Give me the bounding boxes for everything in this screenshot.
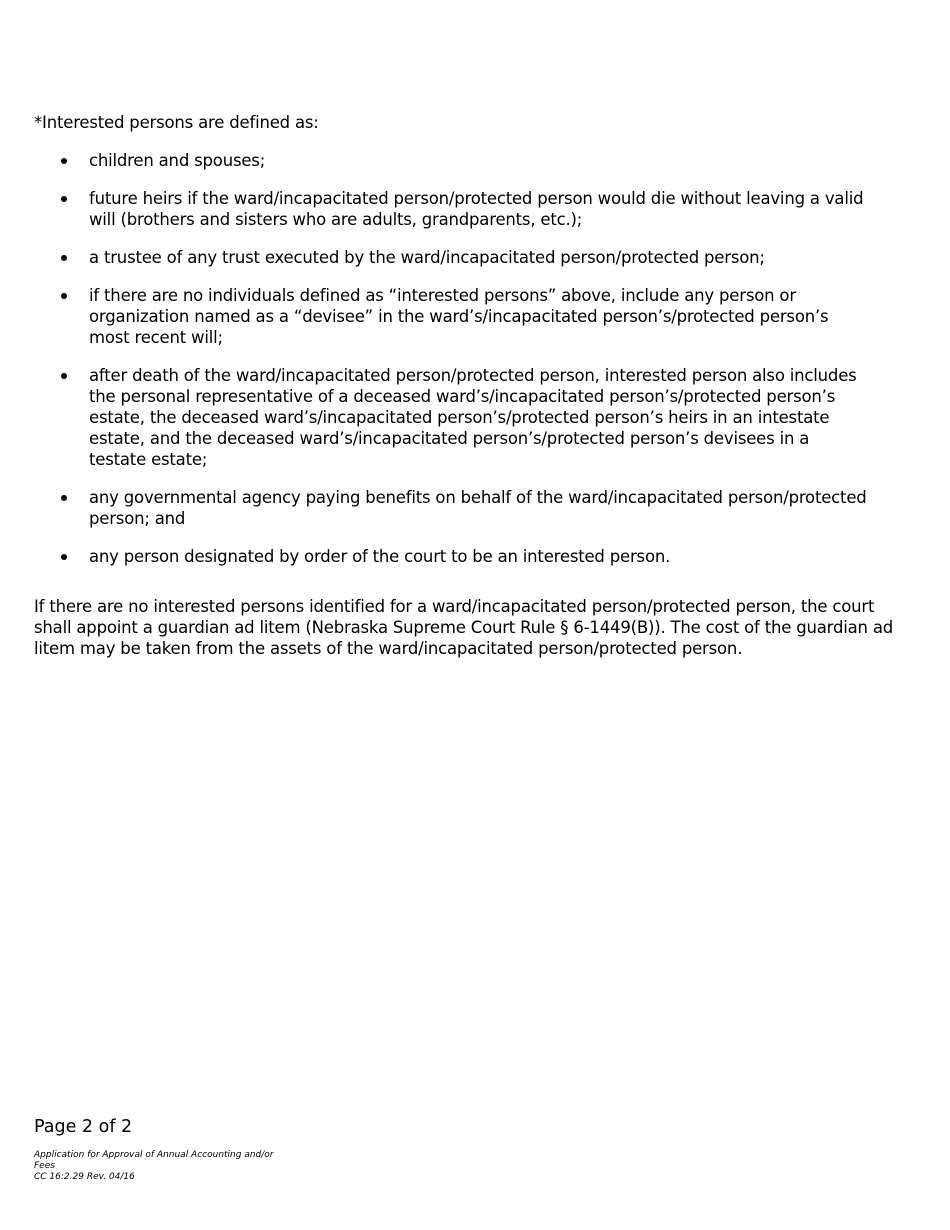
- bullet-icon: [61, 196, 67, 202]
- list-item: [34, 487, 869, 529]
- page-number: Page 2 of 2: [34, 1117, 133, 1137]
- list-item: [34, 365, 869, 470]
- closing-paragraph: If there are no interested persons identified for a ward/incapacitated person/protected person, the court shall appoint a guardian ad litem (Nebraska Supreme Court Rule § 6-1449(B)). The cost of the guardian ad litem may be taken from the assets of the ward/incapacitated person/protected person.: [34, 597, 894, 658]
- list-item: [34, 150, 869, 171]
- list-item: [34, 546, 869, 567]
- bullet-icon: [61, 255, 67, 261]
- form-code: CC 16:2.29 Rev. 04/16: [34, 1172, 135, 1182]
- list-item-text: any governmental agency paying benefits on behalf of the ward/incapacitated person/protected person; and: [89, 488, 867, 528]
- list-item-text: future heirs if the ward/incapacitated person/protected person would die without leaving a valid will (brothers and sisters who are adults, grandparents, etc.);: [89, 189, 864, 229]
- form-title: Application for Approval of Annual Accounting and/or Fees: [34, 1150, 274, 1171]
- bullet-icon: [61, 293, 67, 299]
- bullet-icon: [61, 495, 67, 501]
- bullet-icon: [61, 554, 67, 560]
- bullet-icon: [61, 373, 67, 379]
- interested-persons-list: [34, 150, 914, 584]
- list-item: [34, 188, 869, 230]
- list-item: [34, 285, 869, 348]
- list-item-text: if there are no individuals defined as “interested persons” above, include any person or organization named as a “devisee” in the ward’s/incapacitated person’s/protected person’s most recent will;: [89, 286, 829, 347]
- intro-text: *Interested persons are defined as:: [34, 113, 319, 132]
- list-item-text: a trustee of any trust executed by the ward/incapacitated person/protected person;: [89, 248, 765, 267]
- list-item-text: children and spouses;: [89, 151, 266, 170]
- list-item-text: any person designated by order of the court to be an interested person.: [89, 547, 671, 566]
- bullet-icon: [61, 158, 67, 164]
- list-item-text: after death of the ward/incapacitated person/protected person, interested person also includes the personal representative of a deceased ward’s/incapacitated person’s/protected person’s estate, the deceased ward’s/incapacitated person’s/protected person’s heirs in an intestate estate, and the deceased ward’s/incapacitated person’s/protected person’s devisees in a testate estate;: [89, 366, 857, 469]
- list-item: [34, 247, 869, 268]
